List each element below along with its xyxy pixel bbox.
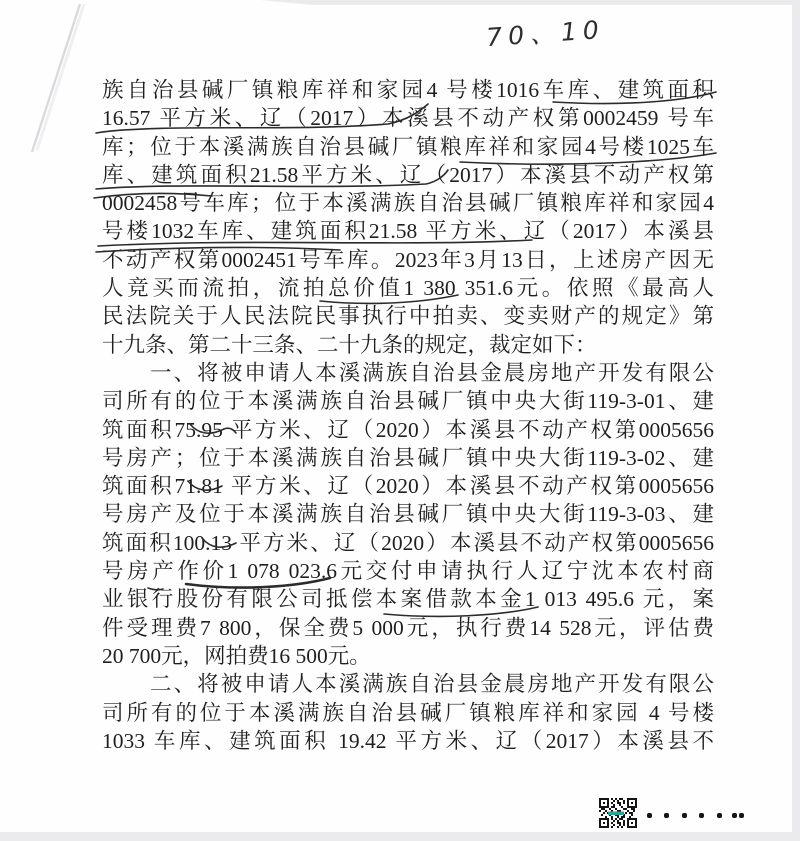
separator-dot <box>739 813 744 818</box>
document-line: 库；位于本溪满族自治县碱厂镇粮库祥和家园4号楼1025车 <box>102 134 714 159</box>
separator-dot <box>664 813 669 818</box>
document-line: 号房产及位于本溪满族自治县碱厂镇中央大街119-3-03、建 <box>102 502 714 527</box>
document-line: 件受理费7 800，保全费5 000元，执行费14 528元，评估费 <box>102 615 714 640</box>
document-body <box>102 76 714 755</box>
document-line: 司所有的位于本溪满族自治县碱厂镇粮库祥和家园 4 号楼 <box>102 700 714 725</box>
qr-teal-bar <box>608 812 624 815</box>
document-line: 1033 车库、建筑面积 19.42 平方米、辽（2017）本溪县不 <box>102 728 714 753</box>
document-line: 民法院关于人民法院民事执行中拍卖、变卖财产的规定》第 <box>102 304 714 329</box>
separator-dot <box>732 813 737 818</box>
document-line: 人竞买而流拍，流拍总价值1 380 351.6元。依照《最高人 <box>102 276 714 301</box>
handwritten-page-note: 70、10 <box>485 14 606 53</box>
document-line: 筑面积100.13 平方米、辽（2020）本溪县不动产权第0005656 <box>102 530 714 555</box>
document-line: 0002458号车库；位于本溪满族自治县碱厂镇粮库祥和家园4 <box>102 191 714 216</box>
separator-dot <box>647 813 652 818</box>
document-line: 20 700元，网拍费16 500元。 <box>102 643 371 668</box>
document-line: 号房产作价1 078 023.6元交付申请执行人辽宁沈本农村商 <box>102 559 714 584</box>
document-line: 筑面积75.95 平方米、辽（2020）本溪县不动产权第0005656 <box>102 417 714 442</box>
separator-dot <box>682 813 687 818</box>
document-line: 十九条、第二十三条、二十九条的规定，裁定如下： <box>102 332 597 357</box>
qr-code <box>599 798 637 828</box>
document-line: 不动产权第0002451号车库。2023年3月13日，上述房产因无 <box>102 247 714 272</box>
document-line: 号楼1032车库、建筑面积21.58 平方米、辽（2017）本溪县 <box>102 219 714 244</box>
document-line: 二、将被申请人本溪满族自治县金晨房地产开发有限公 <box>150 672 714 697</box>
document-line: 业银行股份有限公司抵偿本案借款本金1 013 495.6 元，案 <box>102 587 714 612</box>
document-line: 族自治县碱厂镇粮库祥和家园4 号楼1016车库、建筑面积 <box>102 78 714 102</box>
document-line: 一、将被申请人本溪满族自治县金晨房地产开发有限公 <box>150 360 714 385</box>
scan-top-edge <box>260 0 792 5</box>
separator-dot <box>699 813 704 818</box>
document-line: 库、建筑面积21.58平方米、辽（2017）本溪县不动产权第 <box>102 162 714 187</box>
document-line: 16.57 平方米、辽（2017）本溪县不动产权第0002459 号车 <box>102 106 714 131</box>
document-line: 筑面积71.81 平方米、辽（2020）本溪县不动产权第0005656 <box>102 474 714 499</box>
qr-code-pattern <box>599 798 637 828</box>
document-line: 司所有的位于本溪满族自治县碱厂镇中央大街119-3-01、建 <box>102 389 714 414</box>
separator-dot <box>717 813 722 818</box>
document-line: 号房产；位于本溪满族自治县碱厂镇中央大街119-3-02、建 <box>102 445 714 470</box>
